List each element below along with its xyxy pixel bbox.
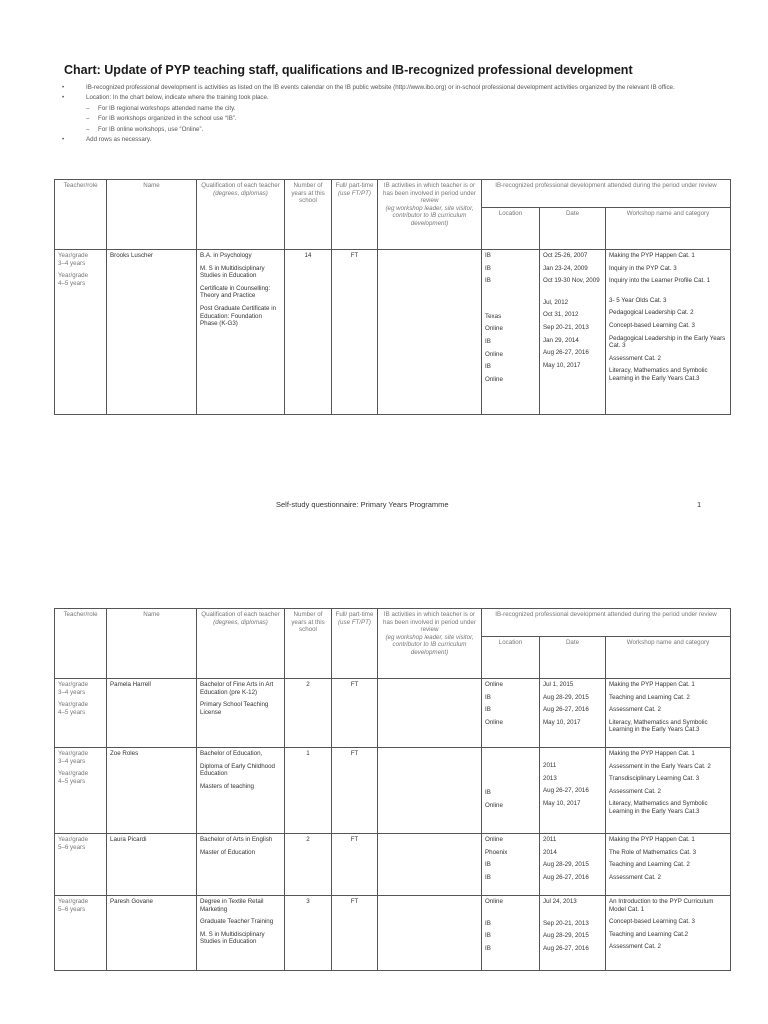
- teacher-full-part: FT: [332, 679, 378, 748]
- header-ib-activities: IB activities in which teacher is or has been involved in period under review (eg workshop leader, site visitor, contributor to IB curriculum development): [378, 609, 482, 679]
- header-years: Number of years at this school: [285, 609, 332, 679]
- header-name: Name: [107, 180, 197, 250]
- pd-dates: 2011 2013 Aug 26-27, 2016 May 10, 2017: [540, 748, 606, 834]
- teacher-qualifications: Bachelor of Fine Arts in Art Education (pre K-12) Primary School Teaching License: [197, 679, 285, 748]
- teacher-full-part: FT: [332, 896, 378, 971]
- teacher-ib-activities: [378, 679, 482, 748]
- teacher-years: 1: [285, 748, 332, 834]
- pd-workshops: Making the PYP Happen Cat. 1 Assessment in the Early Years Cat. 2 Transdisciplinary Learning Cat. 3 Assessment Cat. 2 Literacy, Mathematics and Symbolic Learning in the Early Years Cat.3: [606, 748, 731, 834]
- header-pd: IB-recognized professional development attended during the period under review: [482, 609, 731, 637]
- teacher-qualifications: Bachelor of Education, Diploma of Early Childhood Education Masters of teaching: [197, 748, 285, 834]
- teacher-years: 14: [285, 250, 332, 415]
- list-item: • Add rows as necessary.: [62, 135, 152, 143]
- teacher-full-part: FT: [332, 250, 378, 415]
- teacher-role: Year/grade 5–6 years: [55, 834, 107, 896]
- list-item: • Location: In the chart below, indicate where the training took place.: [62, 94, 269, 102]
- teacher-role: Year/grade 3–4 years Year/grade 4–5 years: [55, 748, 107, 834]
- teacher-years: 2: [285, 679, 332, 748]
- header-qualification: Qualification of each teacher (degrees, diplomas): [197, 609, 285, 679]
- teacher-ib-activities: [378, 834, 482, 896]
- pd-locations: IB IB IB Texas Online IB Online IB Online: [482, 250, 540, 415]
- teacher-name: Paresh Govane: [107, 896, 197, 971]
- teacher-years: 2: [285, 834, 332, 896]
- header-location: Location: [482, 637, 540, 679]
- staff-table-1: [54, 179, 731, 415]
- list-item: • IB-recognized professional development is activities as listed on the IB events calendar on the IB public website (http://www.ibo.org) or in-school professional development activities organized by the relevant IB office.: [62, 84, 675, 91]
- teacher-role: Year/grade 5–6 years: [55, 896, 107, 971]
- header-years: Number of years at this school: [285, 180, 332, 250]
- header-full-part: Full/ part-time (use FT/PT): [332, 180, 378, 250]
- header-date: Date: [540, 637, 606, 679]
- header-row: [55, 180, 731, 208]
- staff-table-2: [54, 608, 731, 971]
- page-footer: Self-study questionnaire: Primary Years Programme: [276, 500, 449, 509]
- pd-locations: IB Online: [482, 748, 540, 834]
- table-row: [55, 679, 731, 748]
- page-number: 1: [697, 500, 702, 509]
- teacher-name: Zoe Roles: [107, 748, 197, 834]
- teacher-full-part: FT: [332, 748, 378, 834]
- pd-workshops: Making the PYP Happen Cat. 1 Teaching and Learning Cat. 2 Assessment Cat. 2 Literacy, Mathematics and Symbolic Learning in the Early Years Cat.3: [606, 679, 731, 748]
- teacher-qualifications: B.A. in Psychology M. S in Multidisciplinary Studies in Education Certificate in Counselling: Theory and Practice Post Graduate Certificate in Education: Foundation Phase (K-G3): [197, 250, 285, 415]
- pd-workshops: Making the PYP Happen Cat. 1 Inquiry in the PYP Cat. 3 Inquiry into the Learner Profile Cat. 1 3- 5 Year Olds Cat. 3 Pedagogical Leadership Cat. 2 Concept-based Learning Cat. 3 Pedagogical Leadership in the Early Years Cat. 3 Assessment Cat. 2 Literacy, Mathematics and Symbolic Learning in the Early Years Cat.3: [606, 250, 731, 415]
- header-location: Location: [482, 208, 540, 250]
- header-teacher-role: Teacher/role: [55, 180, 107, 250]
- teacher-role: Year/grade 3–4 years Year/grade 4–5 years: [55, 679, 107, 748]
- header-full-part: Full/ part-time (use FT/PT): [332, 609, 378, 679]
- header-teacher-role: Teacher/role: [55, 609, 107, 679]
- teacher-role: Year/grade 3–4 years Year/grade 4–5 years: [55, 250, 107, 415]
- header-workshop: Workshop name and category: [606, 208, 731, 250]
- header-workshop: Workshop name and category: [606, 637, 731, 679]
- list-item: – For IB online workshops, use “Online”.: [86, 125, 204, 133]
- teacher-qualifications: Bachelor of Arts in English Master of Education: [197, 834, 285, 896]
- pd-dates: Oct 25-26, 2007 Jan 23-24, 2009 Oct 19-30 Nov, 2009 Jul, 2012 Oct 31, 2012 Sep 20-21, 2013 Jan 29, 2014 Aug 26-27, 2016 May 10, 2017: [540, 250, 606, 415]
- pd-locations: Online IB IB IB: [482, 896, 540, 971]
- table-row: [55, 834, 731, 896]
- table-row: [55, 748, 731, 834]
- teacher-qualifications: Degree in Textile Retail Marketing Graduate Teacher Training M. S in Multidisciplinary Studies in Education: [197, 896, 285, 971]
- pd-dates: 2011 2014 Aug 28-29, 2015 Aug 26-27, 2016: [540, 834, 606, 896]
- teacher-ib-activities: [378, 896, 482, 971]
- teacher-name: Brooks Luscher: [107, 250, 197, 415]
- pd-workshops: An Introduction to the PYP Curriculum Model Cat. 1 Concept-based Learning Cat. 3 Teaching and Learning Cat.2 Assessment Cat. 2: [606, 896, 731, 971]
- pd-locations: Online Phoenix IB IB: [482, 834, 540, 896]
- pd-dates: Jul 24, 2013 Sep 20-21, 2013 Aug 28-29, 2015 Aug 26-27, 2016: [540, 896, 606, 971]
- header-date: Date: [540, 208, 606, 250]
- header-pd: IB-recognized professional development attended during the period under review: [482, 180, 731, 208]
- list-item: – For IB workshops organized in the school use “IB”.: [86, 115, 237, 123]
- page-title: Chart: Update of PYP teaching staff, qualifications and IB-recognized professional development: [64, 63, 633, 77]
- table-row: [55, 250, 731, 415]
- pd-workshops: Making the PYP Happen Cat. 1 The Role of Mathematics Cat. 3 Teaching and Learning Cat. 2 Assessment Cat. 2: [606, 834, 731, 896]
- teacher-ib-activities: [378, 748, 482, 834]
- teacher-name: Pamela Harrell: [107, 679, 197, 748]
- teacher-full-part: FT: [332, 834, 378, 896]
- header-row: [55, 609, 731, 637]
- table-row: [55, 896, 731, 971]
- instructions-list: [62, 84, 742, 146]
- teacher-years: 3: [285, 896, 332, 971]
- header-name: Name: [107, 609, 197, 679]
- header-ib-activities: IB activities in which teacher is or has been involved in period under review (eg workshop leader, site visitor, contributor to IB curriculum development): [378, 180, 482, 250]
- teacher-name: Laura Picardi: [107, 834, 197, 896]
- teacher-ib-activities: [378, 250, 482, 415]
- pd-dates: Jul 1, 2015 Aug 28-29, 2015 Aug 26-27, 2016 May 10, 2017: [540, 679, 606, 748]
- list-item: – For IB regional workshops attended name the city.: [86, 104, 236, 112]
- pd-locations: Online IB IB Online: [482, 679, 540, 748]
- header-qualification: Qualification of each teacher (degrees, diplomas): [197, 180, 285, 250]
